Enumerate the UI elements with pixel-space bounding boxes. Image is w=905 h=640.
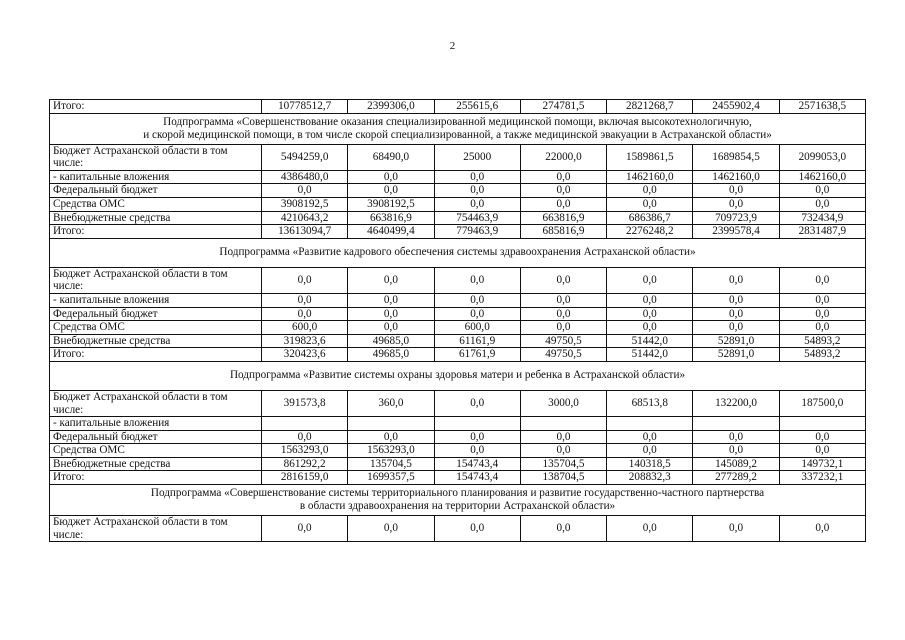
budget-table: [49, 99, 866, 542]
row-label: - капитальные вложения: [50, 293, 262, 307]
subprogram-header-row: [50, 238, 866, 267]
row-label: Внебюджетные средства: [50, 457, 262, 471]
table-cell-value: 0,0: [607, 184, 693, 198]
table-row: [50, 100, 866, 114]
row-label: - капитальные вложения: [50, 417, 262, 431]
table-cell-value: 277289,2: [693, 471, 779, 485]
table-cell-value: 0,0: [779, 430, 865, 444]
subprogram-title-line: Подпрограмма «Совершенствование системы территориального планирования и развитие государственно-частного партнерства: [150, 487, 765, 500]
table-cell-value: 709723,9: [693, 211, 779, 225]
table-cell-value: [779, 417, 865, 431]
table-cell-value: 0,0: [779, 321, 865, 335]
table-cell-value: 0,0: [434, 184, 520, 198]
table-cell-value: 0,0: [434, 293, 520, 307]
row-label: Бюджет Астраханской области в том числе:: [50, 390, 262, 416]
table-row: [50, 457, 866, 471]
table-cell-value: 779463,9: [434, 225, 520, 239]
table-cell-value: 0,0: [348, 293, 434, 307]
table-cell-value: 1563293,0: [348, 444, 434, 458]
table-cell-value: 25000: [434, 144, 520, 170]
table-row: [50, 516, 866, 542]
table-cell-value: 0,0: [693, 516, 779, 542]
table-row: [50, 444, 866, 458]
table-cell-value: 49750,5: [520, 334, 606, 348]
table-row: [50, 390, 866, 416]
table-cell-value: 1462160,0: [693, 170, 779, 184]
table-cell-value: 0,0: [520, 184, 606, 198]
row-label: Итого:: [50, 471, 262, 485]
table-cell-value: 0,0: [520, 516, 606, 542]
table-cell-value: 274781,5: [520, 100, 606, 114]
row-label: Средства ОМС: [50, 197, 262, 211]
table-cell-value: 5494259,0: [262, 144, 348, 170]
table-cell-value: 0,0: [693, 307, 779, 321]
table-cell-value: 0,0: [520, 267, 606, 293]
row-label: Федеральный бюджет: [50, 307, 262, 321]
table-cell-value: 0,0: [520, 307, 606, 321]
table-cell-value: 0,0: [434, 197, 520, 211]
table-cell-value: 51442,0: [607, 348, 693, 362]
table-cell-value: 138704,5: [520, 471, 606, 485]
table-cell-value: 0,0: [607, 307, 693, 321]
table-cell-value: 0,0: [348, 267, 434, 293]
table-cell-value: 663816,9: [520, 211, 606, 225]
table-cell-value: 0,0: [779, 516, 865, 542]
row-label: Итого:: [50, 100, 262, 114]
subprogram-header-row: [50, 361, 866, 390]
table-cell-value: 360,0: [348, 390, 434, 416]
table-cell-value: [693, 417, 779, 431]
table-row: [50, 197, 866, 211]
table-cell-value: 2276248,2: [607, 225, 693, 239]
table-cell-value: 600,0: [262, 321, 348, 335]
table-cell-value: 132200,0: [693, 390, 779, 416]
table-cell-value: 0,0: [520, 293, 606, 307]
table-cell-value: 0,0: [262, 516, 348, 542]
table-cell-value: 208832,3: [607, 471, 693, 485]
table-cell-value: 0,0: [520, 170, 606, 184]
table-row: [50, 307, 866, 321]
table-cell-value: [607, 417, 693, 431]
table-cell-value: 10778512,7: [262, 100, 348, 114]
table-cell-value: 320423,6: [262, 348, 348, 362]
table-cell-value: 2399306,0: [348, 100, 434, 114]
table-cell-value: [520, 417, 606, 431]
table-cell-value: 51442,0: [607, 334, 693, 348]
subprogram-title: [50, 361, 866, 390]
table-cell-value: 0,0: [607, 516, 693, 542]
table-cell-value: 337232,1: [779, 471, 865, 485]
table-cell-value: 154743,4: [434, 471, 520, 485]
subprogram-title: [50, 238, 866, 267]
table-cell-value: 0,0: [693, 184, 779, 198]
table-cell-value: 0,0: [779, 444, 865, 458]
table-cell-value: 0,0: [607, 267, 693, 293]
budget-table-body: [50, 100, 866, 542]
table-row: [50, 471, 866, 485]
table-cell-value: 0,0: [520, 197, 606, 211]
table-cell-value: 0,0: [348, 430, 434, 444]
table-cell-value: 61761,9: [434, 348, 520, 362]
table-cell-value: 1689854,5: [693, 144, 779, 170]
table-row: [50, 293, 866, 307]
table-cell-value: 0,0: [262, 293, 348, 307]
table-cell-value: 0,0: [348, 184, 434, 198]
row-label: Федеральный бюджет: [50, 184, 262, 198]
row-label: Внебюджетные средства: [50, 211, 262, 225]
table-cell-value: 135704,5: [520, 457, 606, 471]
row-label: Бюджет Астраханской области в том числе:: [50, 144, 262, 170]
table-cell-value: 52891,0: [693, 334, 779, 348]
table-cell-value: 2099053,0: [779, 144, 865, 170]
subprogram-title: [50, 113, 866, 144]
table-cell-value: 49685,0: [348, 334, 434, 348]
table-cell-value: 600,0: [434, 321, 520, 335]
table-cell-value: 2455902,4: [693, 100, 779, 114]
table-cell-value: 0,0: [693, 444, 779, 458]
table-cell-value: 0,0: [348, 170, 434, 184]
subprogram-title-line: Подпрограмма «Совершенствование оказания специализированной медицинской помощи, включая высокотехнологичную,: [163, 115, 752, 128]
table-cell-value: 4210643,2: [262, 211, 348, 225]
page-number: 2: [449, 40, 456, 52]
table-cell-value: 0,0: [607, 197, 693, 211]
table-row: [50, 321, 866, 335]
table-row: [50, 225, 866, 239]
table-cell-value: 0,0: [348, 516, 434, 542]
table-cell-value: 0,0: [607, 444, 693, 458]
table-row: [50, 184, 866, 198]
row-label: - капитальные вложения: [50, 170, 262, 184]
table-cell-value: 0,0: [693, 267, 779, 293]
row-label: Средства ОМС: [50, 321, 262, 335]
table-row: [50, 417, 866, 431]
table-cell-value: 68513,8: [607, 390, 693, 416]
table-cell-value: 54893,2: [779, 348, 865, 362]
table-cell-value: 732434,9: [779, 211, 865, 225]
subprogram-title-line: Подпрограмма «Развитие системы охраны здоровья матери и ребенка в Астраханской области»: [229, 369, 686, 382]
table-row: [50, 170, 866, 184]
table-cell-value: 754463,9: [434, 211, 520, 225]
table-cell-value: 1563293,0: [262, 444, 348, 458]
table-cell-value: 54893,2: [779, 334, 865, 348]
subprogram-title-line: в области здравоохранения на территории Астраханской области»: [299, 500, 616, 513]
table-cell-value: 140318,5: [607, 457, 693, 471]
table-cell-value: 686386,7: [607, 211, 693, 225]
table-cell-value: 685816,9: [520, 225, 606, 239]
table-cell-value: 663816,9: [348, 211, 434, 225]
row-label: Средства ОМС: [50, 444, 262, 458]
table-cell-value: 0,0: [262, 267, 348, 293]
table-cell-value: 0,0: [779, 197, 865, 211]
table-cell-value: 154743,4: [434, 457, 520, 471]
table-cell-value: 0,0: [607, 430, 693, 444]
table-cell-value: 187500,0: [779, 390, 865, 416]
table-cell-value: 0,0: [520, 444, 606, 458]
table-cell-value: 0,0: [348, 307, 434, 321]
table-cell-value: 0,0: [262, 307, 348, 321]
table-cell-value: 1462160,0: [779, 170, 865, 184]
table-cell-value: 2571638,5: [779, 100, 865, 114]
table-cell-value: 2821268,7: [607, 100, 693, 114]
table-cell-value: 0,0: [434, 430, 520, 444]
subprogram-title: [50, 485, 866, 516]
table-cell-value: 861292,2: [262, 457, 348, 471]
table-cell-value: 3000,0: [520, 390, 606, 416]
table-cell-value: 0,0: [779, 267, 865, 293]
table-cell-value: 4386480,0: [262, 170, 348, 184]
row-label: Итого:: [50, 225, 262, 239]
row-label: Бюджет Астраханской области в том числе:: [50, 516, 262, 542]
table-cell-value: 68490,0: [348, 144, 434, 170]
table-cell-value: 2399578,4: [693, 225, 779, 239]
table-cell-value: 149732,1: [779, 457, 865, 471]
table-cell-value: 319823,6: [262, 334, 348, 348]
table-cell-value: 0,0: [779, 184, 865, 198]
table-cell-value: 0,0: [607, 293, 693, 307]
table-cell-value: [262, 417, 348, 431]
table-cell-value: 0,0: [262, 184, 348, 198]
table-cell-value: 0,0: [434, 444, 520, 458]
table-cell-value: 0,0: [693, 321, 779, 335]
table-cell-value: 1589861,5: [607, 144, 693, 170]
subprogram-title-line: и скорой медицинской помощи, в том числе скорой специализированной, а также медицинской эвакуации в Астраханской области»: [143, 128, 772, 141]
table-cell-value: 0,0: [779, 307, 865, 321]
table-cell-value: 3908192,5: [262, 197, 348, 211]
subprogram-header-row: [50, 485, 866, 516]
subprogram-header-row: [50, 113, 866, 144]
table-cell-value: 0,0: [693, 430, 779, 444]
table-cell-value: 0,0: [262, 430, 348, 444]
table-cell-value: 0,0: [607, 321, 693, 335]
table-cell-value: 1699357,5: [348, 471, 434, 485]
table-cell-value: 0,0: [779, 293, 865, 307]
table-row: [50, 430, 866, 444]
table-cell-value: 2831487,9: [779, 225, 865, 239]
table-cell-value: 0,0: [434, 516, 520, 542]
table-row: [50, 334, 866, 348]
table-row: [50, 144, 866, 170]
table-cell-value: 0,0: [520, 430, 606, 444]
table-cell-value: 3908192,5: [348, 197, 434, 211]
table-cell-value: 135704,5: [348, 457, 434, 471]
table-row: [50, 267, 866, 293]
row-label: Внебюджетные средства: [50, 334, 262, 348]
table-cell-value: 0,0: [693, 197, 779, 211]
table-cell-value: 1462160,0: [607, 170, 693, 184]
table-row: [50, 211, 866, 225]
table-cell-value: 0,0: [434, 307, 520, 321]
table-row: [50, 348, 866, 362]
table-cell-value: 0,0: [434, 390, 520, 416]
row-label: Федеральный бюджет: [50, 430, 262, 444]
table-cell-value: 0,0: [434, 267, 520, 293]
table-cell-value: 49750,5: [520, 348, 606, 362]
table-cell-value: [434, 417, 520, 431]
table-cell-value: 255615,6: [434, 100, 520, 114]
subprogram-title-line: Подпрограмма «Развитие кадрового обеспечения системы здравоохранения Астраханской области»: [219, 246, 696, 259]
table-cell-value: 52891,0: [693, 348, 779, 362]
table-cell-value: 0,0: [693, 293, 779, 307]
table-cell-value: 2816159,0: [262, 471, 348, 485]
table-cell-value: [348, 417, 434, 431]
table-cell-value: 61161,9: [434, 334, 520, 348]
table-cell-value: 0,0: [348, 321, 434, 335]
table-cell-value: 22000,0: [520, 144, 606, 170]
table-cell-value: 0,0: [434, 170, 520, 184]
table-cell-value: 13613094,7: [262, 225, 348, 239]
table-cell-value: 145089,2: [693, 457, 779, 471]
row-label: Итого:: [50, 348, 262, 362]
row-label: Бюджет Астраханской области в том числе:: [50, 267, 262, 293]
table-cell-value: 4640499,4: [348, 225, 434, 239]
table-cell-value: 391573,8: [262, 390, 348, 416]
table-cell-value: 49685,0: [348, 348, 434, 362]
table-cell-value: 0,0: [520, 321, 606, 335]
